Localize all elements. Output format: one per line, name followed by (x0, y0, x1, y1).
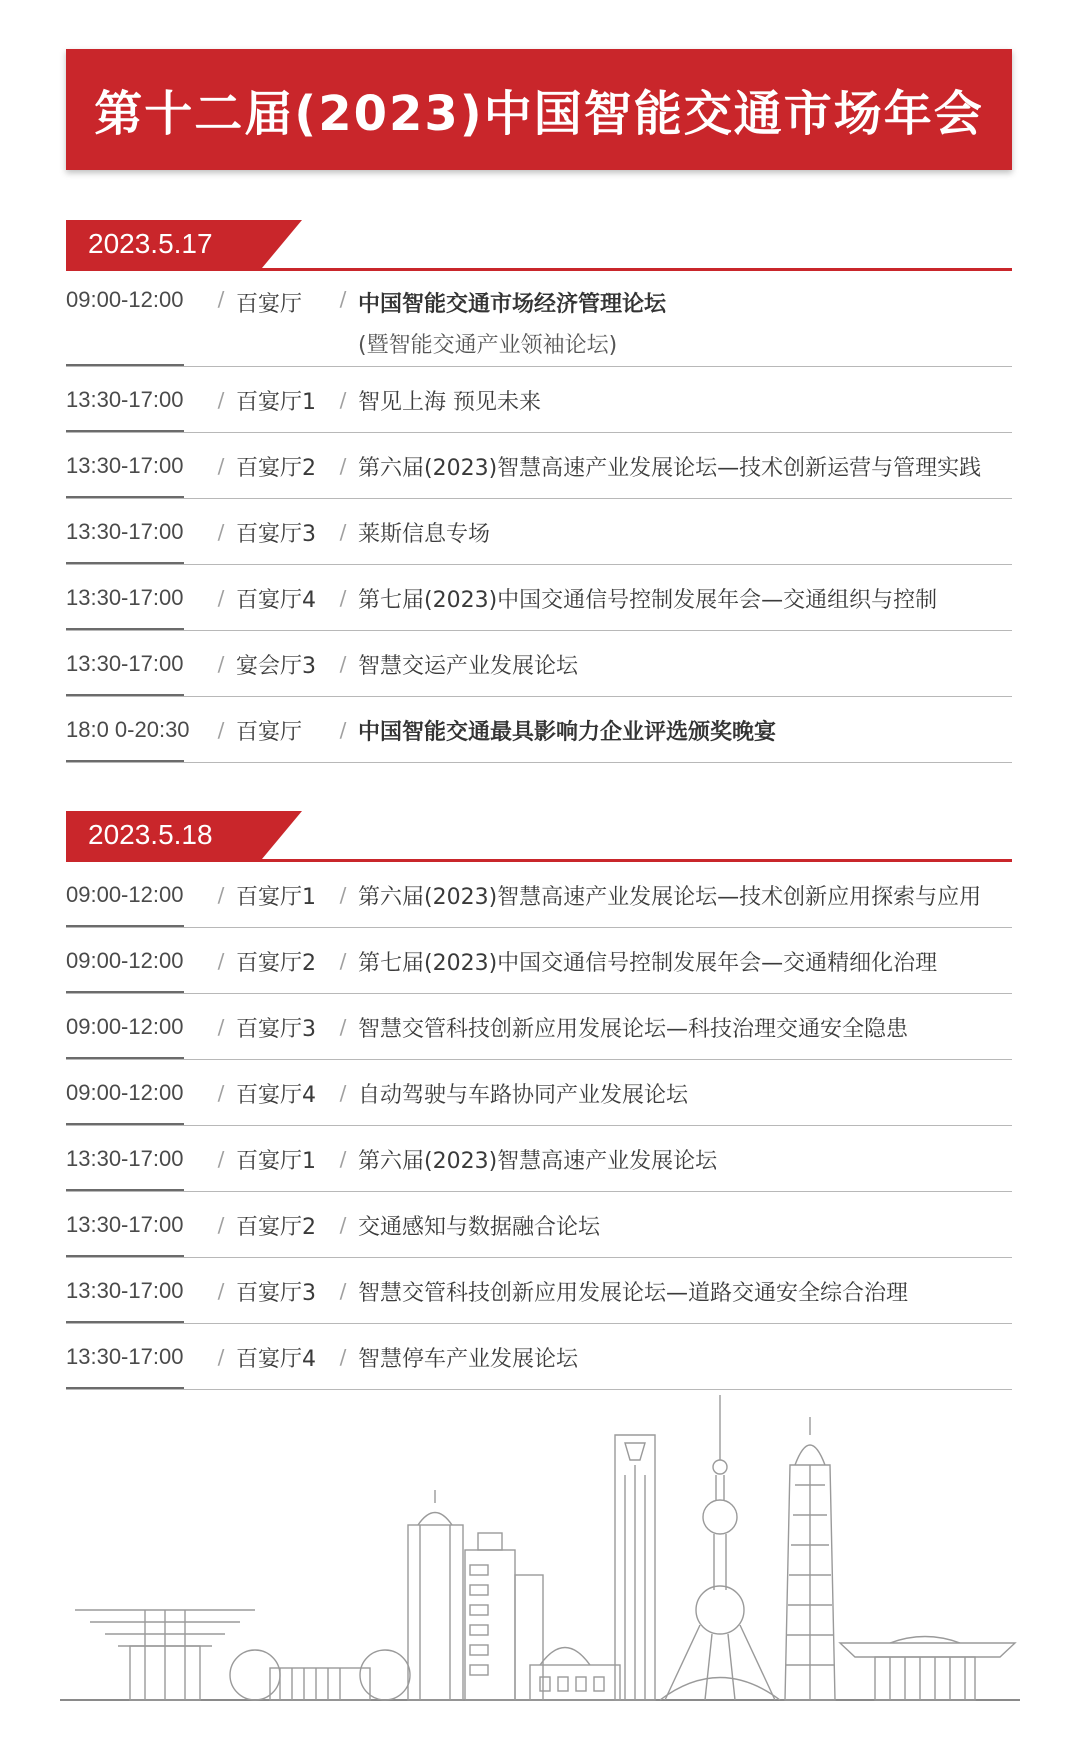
session-time: 13:30-17:00 (66, 651, 184, 676)
dome-tower-shape (408, 1490, 463, 1700)
dome-building-shape (230, 1650, 410, 1700)
session-hall: 百宴厅4 (236, 1082, 316, 1108)
slash-separator: / (339, 718, 347, 742)
schedule-row (66, 1192, 1012, 1258)
session-topic-text: 智慧停车产业发展论坛 (358, 1346, 579, 1372)
schedule-row (66, 1324, 1012, 1390)
session-topic-text: 智慧交管科技创新应用发展论坛—科技治理交通安全隐患 (358, 1016, 909, 1042)
slash-separator: / (217, 1147, 225, 1171)
session-hall: 百宴厅 (236, 719, 303, 745)
slash-separator: / (339, 287, 347, 311)
page-title: 第十二届(2023)中国智能交通市场年会 (94, 86, 984, 142)
block-building-shape (465, 1533, 543, 1700)
session-time: 13:30-17:00 (66, 1146, 184, 1171)
schedule-row (66, 565, 1012, 631)
slash-separator: / (217, 1345, 225, 1369)
session-hall: 百宴厅2 (236, 455, 316, 481)
slash-separator: / (339, 1345, 347, 1369)
slash-separator: / (339, 652, 347, 676)
schedule-row (66, 499, 1012, 565)
day-section-0517 (66, 220, 1012, 763)
schedule-row (66, 994, 1012, 1060)
schedule-row (66, 271, 1012, 367)
pearl-tower-shape (660, 1395, 780, 1700)
session-topic (358, 1342, 1012, 1373)
session-time: 13:30-17:00 (66, 585, 184, 610)
session-topic (358, 583, 1012, 614)
session-topic-text: 第七届(2023)中国交通信号控制发展年会—交通精细化治理 (358, 950, 938, 976)
session-time: 09:00-12:00 (66, 882, 184, 907)
session-topic-text: 中国智能交通最具影响力企业评选颁奖晚宴 (358, 719, 777, 745)
slash-separator: / (217, 586, 225, 610)
session-time: 09:00-12:00 (66, 1080, 184, 1105)
session-topic-text: 第七届(2023)中国交通信号控制发展年会—交通组织与控制 (358, 587, 938, 613)
session-topic-text: 交通感知与数据融合论坛 (358, 1214, 601, 1240)
session-topic (358, 451, 1012, 482)
slash-separator: / (217, 718, 225, 742)
slash-separator: / (217, 949, 225, 973)
slash-separator: / (217, 1081, 225, 1105)
city-skyline-illustration (0, 1385, 1080, 1715)
jinmao-tower-shape (785, 1417, 835, 1700)
conference-center-shape (840, 1637, 1015, 1701)
slash-separator: / (217, 388, 225, 412)
session-time: 13:30-17:00 (66, 519, 184, 544)
financial-center-tower-shape (615, 1435, 655, 1700)
slash-separator: / (339, 1081, 347, 1105)
schedule-row (66, 433, 1012, 499)
session-hall: 百宴厅4 (236, 587, 316, 613)
schedule-row (66, 367, 1012, 433)
session-topic-text: 中国智能交通市场经济管理论坛 (358, 292, 667, 317)
slash-separator: / (217, 652, 225, 676)
day-section-0518 (66, 811, 1012, 1390)
session-topic (358, 287, 1012, 359)
session-time: 13:30-17:00 (66, 1212, 184, 1237)
schedule-row (66, 1060, 1012, 1126)
session-topic (358, 517, 1012, 548)
session-topic-text: 智慧交管科技创新应用发展论坛—道路交通安全综合治理 (358, 1280, 909, 1306)
session-topic-text: 智见上海 预见未来 (358, 389, 541, 415)
schedule-row (66, 631, 1012, 697)
session-time: 18:0 0-20:30 (66, 717, 190, 742)
title-banner (66, 49, 1012, 170)
session-topic-text: 莱斯信息专场 (358, 521, 491, 547)
session-hall: 百宴厅3 (236, 1280, 316, 1306)
slash-separator: / (217, 883, 225, 907)
session-topic (358, 946, 1012, 977)
session-topic-text: 自动驾驶与车路协同产业发展论坛 (358, 1082, 689, 1108)
session-time: 13:30-17:00 (66, 453, 184, 478)
session-hall: 百宴厅4 (236, 1346, 316, 1372)
slash-separator: / (339, 1279, 347, 1303)
session-topic-text: 第六届(2023)智慧高速产业发展论坛 (358, 1148, 718, 1174)
session-hall: 百宴厅2 (236, 950, 316, 976)
schedule-row (66, 862, 1012, 928)
session-time: 09:00-12:00 (66, 948, 184, 973)
slash-separator: / (217, 287, 225, 311)
session-topic-text: 智慧交运产业发展论坛 (358, 653, 579, 679)
slash-separator: / (217, 1213, 225, 1237)
session-time: 13:30-17:00 (66, 387, 184, 412)
slash-separator: / (339, 949, 347, 973)
schedule-row (66, 697, 1012, 763)
slash-separator: / (339, 1015, 347, 1039)
session-hall: 百宴厅3 (236, 521, 316, 547)
expo-pavilion-shape (75, 1610, 255, 1700)
session-topic (358, 1144, 1012, 1175)
schedule-row (66, 1126, 1012, 1192)
slash-separator: / (339, 883, 347, 907)
session-topic (358, 1210, 1012, 1241)
session-topic-text: 第六届(2023)智慧高速产业发展论坛—技术创新应用探索与应用 (358, 884, 982, 910)
slash-separator: / (339, 454, 347, 478)
session-hall: 宴会厅3 (236, 653, 316, 679)
session-topic (358, 1078, 1012, 1109)
slash-separator: / (339, 388, 347, 412)
slash-separator: / (339, 1213, 347, 1237)
slash-separator: / (339, 520, 347, 544)
schedule-row (66, 1258, 1012, 1324)
session-topic (358, 649, 1012, 680)
session-topic (358, 1276, 1012, 1307)
session-hall: 百宴厅1 (236, 884, 316, 910)
date-tab: 2023.5.18 (66, 811, 262, 859)
session-time: 13:30-17:00 (66, 1278, 184, 1303)
session-time: 09:00-12:00 (66, 287, 184, 312)
session-topic (358, 880, 1012, 911)
session-time: 13:30-17:00 (66, 1344, 184, 1369)
schedule-row (66, 928, 1012, 994)
session-topic (358, 1012, 1012, 1043)
slash-separator: / (217, 454, 225, 478)
session-topic (358, 715, 1012, 746)
date-tab: 2023.5.17 (66, 220, 262, 268)
slash-separator: / (217, 1279, 225, 1303)
session-topic (358, 385, 1012, 416)
session-hall: 百宴厅1 (236, 389, 316, 415)
session-subtopic: (暨智能交通产业领袖论坛) (358, 333, 618, 358)
slash-separator: / (217, 520, 225, 544)
session-hall: 百宴厅3 (236, 1016, 316, 1042)
session-topic-text: 第六届(2023)智慧高速产业发展论坛—技术创新运营与管理实践 (358, 455, 982, 481)
slash-separator: / (339, 586, 347, 610)
session-time: 09:00-12:00 (66, 1014, 184, 1039)
slash-separator: / (339, 1147, 347, 1171)
session-hall: 百宴厅 (236, 292, 303, 317)
session-hall: 百宴厅1 (236, 1148, 316, 1174)
slash-separator: / (217, 1015, 225, 1039)
session-hall: 百宴厅2 (236, 1214, 316, 1240)
